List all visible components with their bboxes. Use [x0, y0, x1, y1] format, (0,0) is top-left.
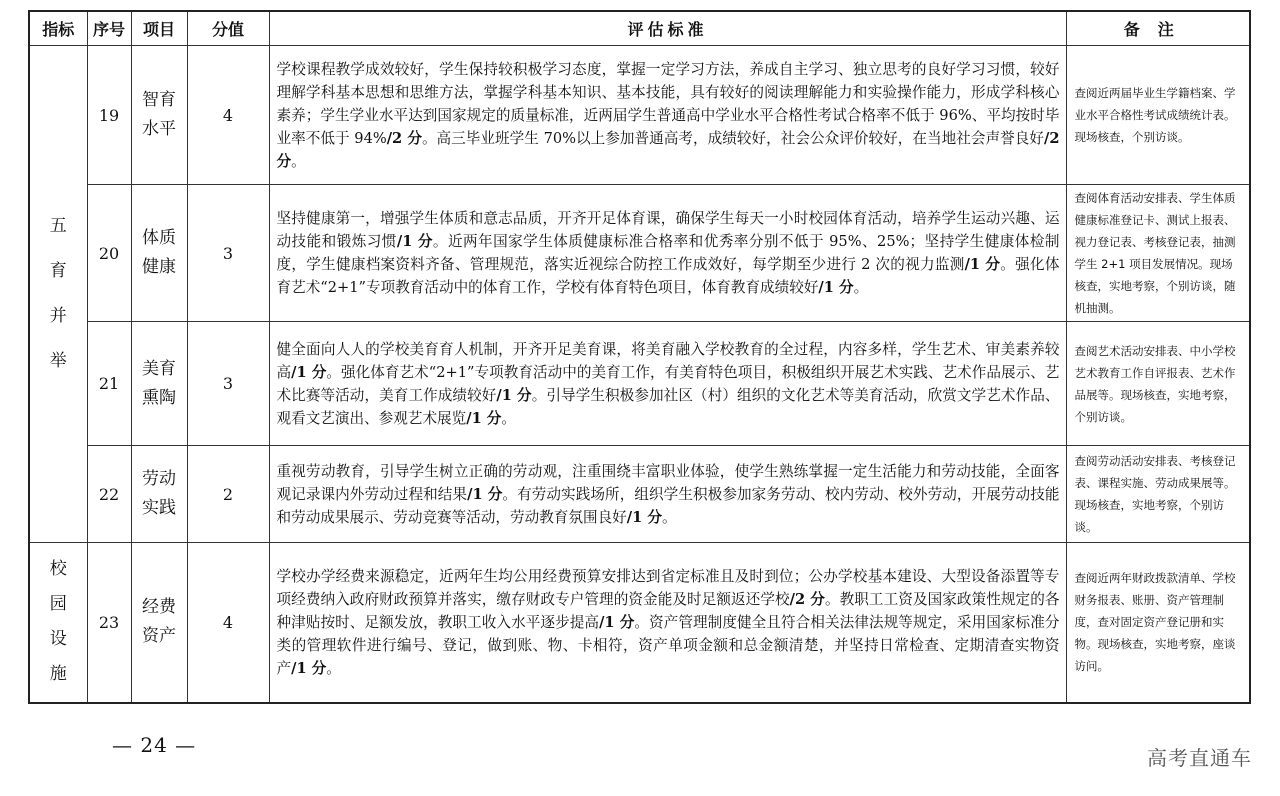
row-number: 21 [87, 322, 131, 446]
criteria-text [269, 46, 1066, 185]
score-note: /1 分 [291, 363, 327, 381]
score-note: /1 分 [599, 613, 635, 631]
criteria-text [269, 185, 1066, 322]
indicator-cell [29, 46, 87, 543]
item-cell [131, 446, 187, 543]
indicator-label: 校园设施 [49, 559, 67, 685]
score-value: 4 [187, 46, 269, 185]
criteria-segment: 坚持健康第一，增强学生体质和意志品质，开齐开足体育课，确保学生每天一小时校园体育活动，培养学生运动兴趣、运动技能和锻炼习惯 [276, 210, 1060, 250]
criteria-segment: 。强化体育艺术“2+1”专项教育活动中的体育工作，学校有体育特色项目，体育教育成绩较好 [276, 256, 1060, 296]
criteria-text [269, 322, 1066, 446]
remark-text: 查阅近两年财政拨款清单、学校财务报表、账册、资产管理制度，查对固定资产登记册和实物。现场核查，实地考察，座谈访问。 [1066, 543, 1250, 703]
criteria-segment: 。资产管理制度健全且符合相关法律法规等规定，采用国家标准分类的管理软件进行编号、登记，做到账、物、卡相符，资产单项金额和总金额清楚，并坚持日常检查、定期清查实物资产 [276, 613, 1060, 677]
score-note: /1 分 [496, 386, 532, 404]
remark-text: 查阅劳动活动安排表、考核登记表、课程实施、劳动成果展等。现场核查，实地考察，个别访谈。 [1066, 446, 1250, 543]
score-note: /1 分 [467, 485, 503, 503]
score-note: /2 分 [789, 590, 825, 608]
criteria-segment: 健全面向人人的学校美育育人机制，开齐开足美育课，将美育融入学校教育的全过程，内容多样，学生艺术、审美素养较高 [276, 340, 1060, 381]
table-row [29, 46, 1250, 185]
table-row [29, 185, 1250, 322]
criteria-segment: 。 [661, 508, 677, 526]
row-number: 22 [87, 446, 131, 543]
score-note: /1 分 [964, 256, 1001, 273]
score-note: /2 分 [276, 129, 1060, 170]
criteria-segment: 。有劳动实践场所，组织学生积极参加家务劳动、校内劳动、校外劳动，开展劳动技能和劳动成果展示、劳动竞赛等活动，劳动教育氛围良好 [276, 485, 1060, 526]
header-criteria: 评估标准 [269, 11, 1066, 46]
table-row [29, 322, 1250, 446]
score-note: /1 分 [291, 659, 327, 677]
score-note: /1 分 [626, 508, 662, 526]
watermark-text: 高考直通车 [1147, 746, 1252, 770]
item-cell [131, 322, 187, 446]
table-row [29, 446, 1250, 543]
row-number: 20 [87, 185, 131, 322]
score-value: 4 [187, 543, 269, 703]
table-header-row [29, 11, 1250, 46]
score-value: 2 [187, 446, 269, 543]
table-row [29, 543, 1250, 703]
score-value: 3 [187, 322, 269, 446]
item-cell [131, 543, 187, 703]
criteria-segment: 重视劳动教育，引导学生树立正确的劳动观，注重围绕丰富职业体验，使学生熟练掌握一定生活能力和劳动技能，全面客观记录课内外劳动过程和结果 [276, 462, 1060, 503]
indicator-label: 五育并举 [49, 216, 67, 371]
remark-text: 查阅艺术活动安排表、中小学校艺术教育工作自评报表、艺术作品展等。现场核查，实地考察，个别访谈。 [1066, 322, 1250, 446]
score-note: /1 分 [466, 409, 502, 427]
criteria-segment: 学校办学经费来源稳定，近两年生均公用经费预算安排达到省定标准且及时到位；公办学校基本建设、大型设备添置等专项经费纳入政府财政预算并落实，缴存财政专户管理的资金能及时足额返还学校 [276, 567, 1060, 608]
item-label: 体质健康 [142, 228, 176, 277]
score-note: /1 分 [396, 233, 433, 250]
score-value: 3 [187, 185, 269, 322]
item-cell [131, 46, 187, 185]
header-no: 序号 [87, 11, 131, 46]
page-number: — 24 — [112, 733, 197, 757]
score-note: /2 分 [386, 129, 422, 147]
criteria-segment: 。高三毕业班学生 70%以上参加普通高考，成绩较好，社会公众评价较好，在当地社会声誉良好 [421, 129, 1044, 147]
evaluation-table [28, 10, 1251, 704]
criteria-segment: 学校课程教学成效较好，学生保持较积极学习态度，掌握一定学习方法，养成自主学习、独立思考的良好学习习惯，较好理解学科基本思想和思维方法，掌握学科基本知识、基本技能，具有较好的阅读理解能力和实验操作能力，形成学科核心素养；学生学业水平达到国家规定的质量标准，近两届学生普通高中学业水平合格性考试合格率不低于 96%、平均按时毕业率不低于 94% [276, 60, 1060, 147]
criteria-text [269, 446, 1066, 543]
header-item: 项目 [131, 11, 187, 46]
criteria-segment: 。 [291, 152, 306, 170]
score-note: /1 分 [818, 279, 854, 296]
criteria-segment: 。 [853, 279, 869, 296]
item-label: 劳动实践 [142, 469, 176, 518]
criteria-segment: 。引导学生积极参加社区（村）组织的文化艺术等美育活动，欣赏文学艺术作品、观看文艺演出、参观艺术展览 [276, 386, 1060, 427]
item-label: 经费资产 [142, 597, 176, 647]
criteria-segment: 。 [501, 409, 517, 427]
item-cell [131, 185, 187, 322]
criteria-segment: 。教职工工资及国家政策性规定的各种津贴按时、足额发放，教职工收入水平逐步提高 [276, 590, 1060, 631]
remark-text: 查阅体育活动安排表、学生体质健康标准登记卡、测试上报表、视力登记表、考核登记表，抽测学生 2+1 项目发展情况。现场核查，实地考察，个别访谈，随机抽测。 [1066, 185, 1250, 322]
header-remark: 备注 [1066, 11, 1250, 46]
item-label: 美育熏陶 [142, 358, 176, 408]
header-indicator: 指标 [29, 11, 87, 46]
criteria-segment: 。 [326, 659, 341, 677]
criteria-segment: 。强化体育艺术“2+1”专项教育活动中的美育工作，有美育特色项目，积极组织开展艺术实践、艺术作品展示、艺术比赛等活动，美育工作成绩较好 [276, 363, 1060, 404]
row-number: 19 [87, 46, 131, 185]
header-score: 分值 [187, 11, 269, 46]
indicator-cell [29, 543, 87, 703]
item-label: 智育水平 [142, 90, 176, 139]
row-number: 23 [87, 543, 131, 703]
criteria-segment: 。近两年国家学生体质健康标准合格率和优秀率分别不低于 95%、25%；坚持学生健康体检制度，学生健康档案资料齐备、管理规范，落实近视综合防控工作成效好，每学期至少进行 2 次的视力监测 [276, 233, 1060, 273]
remark-text: 查阅近两届毕业生学籍档案、学业水平合格性考试成绩统计表。现场核查，个别访谈。 [1066, 46, 1250, 185]
criteria-text [269, 543, 1066, 703]
